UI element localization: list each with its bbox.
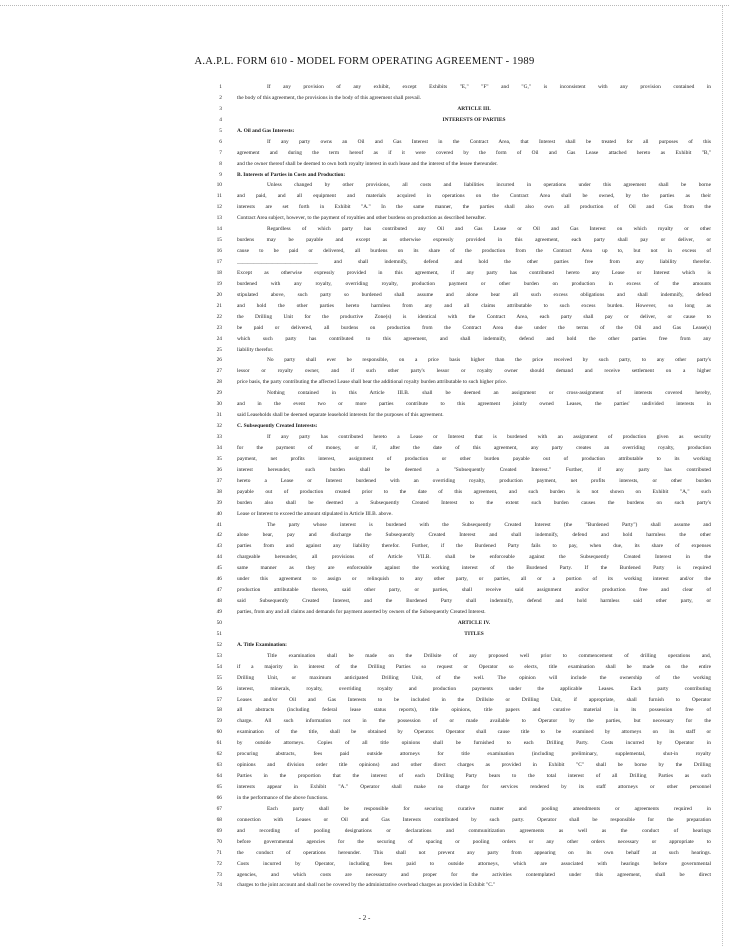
document-line: which such party has contributed to this agreement, and shall indemnify, defend and hold the other parties free from any: [237, 335, 711, 342]
line-number: 47: [216, 587, 222, 594]
line-number: 5: [219, 127, 222, 134]
page-top-border: [0, 5, 729, 6]
document-line: No party shall ever be responsible, on a price basis higher than the price received by such party, to any other party's: [267, 357, 711, 364]
line-number: 43: [216, 543, 222, 550]
document-line: said Subsequently Created Interest, and the Burdened Party shall indemnify, defend and hold harmless said other party, or: [237, 598, 711, 605]
line-number: 31: [216, 412, 222, 419]
document-line: Title examination shall be made on the Drillsite of any proposed well prior to commencement of drilling operations and,: [267, 652, 711, 659]
document-line: interests are set forth in Exhibit "A." In the same manner, the parties shall also own all production of Oil and Gas from the: [237, 204, 711, 211]
line-number: 3: [219, 105, 222, 112]
line-number: 37: [216, 477, 222, 484]
line-number: 25: [216, 346, 222, 353]
line-number: 28: [216, 379, 222, 386]
section-heading: ARTICLE IV.: [457, 619, 491, 626]
line-number: 39: [216, 499, 222, 506]
line-number: 72: [216, 860, 222, 867]
document-line: interest hereunder, such burden shall be deemed a "Subsequently Created Interest." Further, if any party has contributed: [237, 466, 711, 473]
line-number: 63: [216, 762, 222, 769]
line-number: 16: [216, 248, 222, 255]
document-line: If any provision of any exhibit, except Exhibits "E," "F" and "G," is inconsistent with any provision contained in: [267, 84, 711, 90]
line-number: 6: [219, 138, 222, 145]
document-title: A.A.P.L. FORM 610 - MODEL FORM OPERATING AGREEMENT - 1989: [194, 56, 535, 67]
document-line: the Drilling Unit for the productive Zone(s) is identical with the Contract Area, each party shall pay or deliver, or cause to: [237, 313, 711, 320]
document-line: before governmental agencies for the securing of spacing or pooling orders or any other orders necessary or appropriate to: [237, 838, 711, 845]
line-number: 54: [216, 663, 222, 670]
line-number: 44: [216, 554, 222, 561]
line-number: 13: [216, 215, 222, 222]
document-line: liability therefor.: [237, 346, 274, 353]
line-number: 38: [216, 488, 222, 495]
document-line: examination of the title, shall be obtained by Operator. Operator shall cause title to be examined by attorneys on its staff or: [237, 729, 711, 736]
section-heading: ARTICLE III.: [457, 105, 491, 112]
document-line: interest, minerals, royalty, overriding royalty and production payments under the applicable Leases. Each party contributing: [237, 685, 711, 692]
document-line: and hold the other parties hereto harmless from any and all claims attributable to such excess burden. However, so long as: [237, 302, 711, 309]
line-number: 29: [216, 390, 222, 397]
document-line: Except as otherwise expressly provided in this agreement, if any party has contributed hereto any Lease or Interest which is: [237, 269, 711, 276]
document-line: parties from and against any liability therefor. Further, if the Burdened Party fails to pay, when due, its share of expenses: [237, 543, 711, 550]
line-number: 9: [219, 171, 222, 178]
line-number: 32: [216, 423, 222, 430]
line-number: 70: [216, 838, 222, 845]
document-line: price basis, the party contributing the affected Lease shall bear the additional royalty burden attributable to such higher price.: [237, 379, 507, 386]
line-number: 35: [216, 455, 222, 462]
line-number: 56: [216, 685, 222, 692]
document-line: if a majority in interest of the Drilling Parties so request or Operator so elects, title examination shall be made on the entire: [237, 663, 711, 670]
line-number: 64: [216, 773, 222, 780]
document-line: hereto a Lease or Interest burdened with an overriding royalty, production payment, net profits interests, or other burden: [237, 477, 711, 484]
document-line: the body of this agreement, the provisions in the body of this agreement shall prevail.: [237, 94, 422, 101]
line-number: 66: [216, 794, 222, 801]
line-number: 11: [216, 193, 222, 200]
document-line: connection with Leases or Oil and Gas Interests contributed by such party. Operator shall be responsible for the preparation: [237, 816, 711, 823]
page-number: - 2 -: [358, 914, 371, 922]
document-line: burdened with any royalty, overriding royalty, production payment or other burden on production in excess of the amounts: [237, 280, 711, 287]
line-number: 22: [216, 313, 222, 320]
line-number: 7: [219, 149, 222, 156]
line-number: 41: [216, 521, 222, 528]
line-number: 65: [216, 784, 222, 790]
line-number: 50: [216, 619, 222, 626]
document-line: procuring abstracts, fees paid outside attorneys for title examination (including preliminary, supplemental, shut-in royalty: [237, 751, 711, 758]
line-number: 51: [216, 630, 222, 637]
line-number: 73: [216, 871, 222, 878]
document-line: chargeable hereunder, all provisions of Article VII.B. shall be enforceable against the Subsequently Created Interest in the: [237, 554, 711, 561]
document-line: Contract Area subject, however, to the payment of royalties and other burdens on production as described hereafter.: [237, 215, 487, 222]
line-number: 27: [216, 368, 222, 375]
document-line: Costs incurred by Operator, including fees paid to outside attorneys, which are associated with hearings before governmental: [237, 860, 711, 867]
document-line: The party whose interest is burdened with the Subsequently Created Interest (the "Burdened Party") shall assume and: [267, 521, 711, 528]
line-number: 74: [216, 882, 222, 889]
line-number: 69: [216, 827, 222, 834]
document-line: cause to be paid or delivered, all burdens on its share of the production from the Contract Area up to, but not in excess of: [237, 248, 711, 255]
line-number: 20: [216, 291, 222, 298]
line-number: 40: [216, 510, 222, 517]
document-line: Leases and/or Oil and Gas Interests to be included in the Drillsite or Drilling Unit, if appropriate, shall furnish to Operator: [237, 696, 711, 703]
document-line: charge. All such information not in the possession of or made available to Operator by the parties, but necessary for the: [237, 718, 711, 725]
subsection-heading: B. Interests of Parties in Costs and Production:: [237, 171, 346, 178]
document-line: and paid, and all equipment and materials acquired in operations on the Contract Area shall be owned, by the parties as their: [237, 193, 711, 200]
document-line: in the performance of the above functions.: [237, 794, 329, 801]
line-number: 24: [216, 335, 222, 342]
line-number: 19: [216, 280, 222, 287]
line-number: 10: [216, 182, 222, 189]
document-body: [237, 82, 711, 891]
line-number: 30: [216, 401, 222, 408]
line-number: 34: [216, 444, 222, 451]
document-line: If any party has contributed hereto a Lease or Interest that is burdened with an assignment of production given as security: [267, 434, 711, 440]
line-number: 12: [216, 204, 222, 211]
line-number: 46: [216, 576, 222, 583]
line-number: 33: [216, 434, 222, 440]
line-number: 61: [216, 740, 222, 747]
document-line: production attributable thereto, said other party, or parties, shall receive said assignment and/or production free and clear of: [237, 587, 711, 594]
document-line: all abstracts (including federal lease status reports), title opinions, title papers and curative material in its possession free of: [237, 707, 711, 714]
document-line: parties, from any and all claims and demands for payment asserted by owners of the Subsequently Created Interest.: [237, 609, 486, 615]
document-line: Lease or Interest to exceed the amount stipulated in Article III.B. above.: [237, 510, 393, 517]
document-line: for the payment of money, or if, after the date of this agreement, any party creates an overriding royalty, production: [237, 444, 711, 451]
document-line: payment, net profits interest, assignment of production or other burden payable out of production attributable to its working: [237, 455, 711, 462]
line-number: 18: [216, 269, 222, 276]
line-number: 68: [216, 816, 222, 823]
document-line: burden also shall be deemed a Subsequently Created Interest to the extent such burden causes the burdens on such party's: [237, 499, 711, 506]
subsection-heading: A. Oil and Gas Interests:: [237, 127, 295, 134]
document-line: Nothing contained in this Article III.B. shall be deemed an assignment or cross-assignment of interests covered hereby,: [267, 390, 711, 397]
line-number: 49: [216, 609, 222, 615]
document-line: interests appear in Exhibit "A." Operator shall make no charge for services rendered by its staff attorneys or other personnel: [237, 784, 711, 790]
line-number: 53: [216, 652, 222, 659]
line-number: 59: [216, 718, 222, 725]
document-line: charges to the joint account and shall not be covered by the administrative overhead charges as provided in Exhibit "C.": [237, 882, 496, 889]
document-line: agreement and during the term hereof as if it were covered by the form of Oil and Gas Lease attached hereto as Exhibit "B,": [237, 149, 711, 156]
section-heading: TITLES: [464, 630, 484, 637]
page-right-border: [722, 6, 723, 946]
line-number: 15: [216, 237, 222, 244]
document-line: same manner as they are enforceable against the working interest of the Burdened Party. If the Burdened Party is required: [237, 565, 711, 572]
line-number: 67: [216, 805, 222, 812]
line-number: 21: [216, 302, 222, 309]
line-number: 55: [216, 674, 222, 681]
line-number: 4: [219, 116, 222, 123]
document-line: the conduct of operations hereunder. This shall not prevent any party from appearing on its own behalf at such hearings.: [237, 849, 711, 856]
document-line: and the owner thereof shall be deemed to own both royalty interest in such lease and the interest of the lessee thereunder.: [237, 160, 498, 167]
line-number: 26: [216, 357, 222, 364]
line-number: 14: [216, 226, 222, 233]
document-line: If any party owns an Oil and Gas Interest in the Contract Area, that Interest shall be treated for all purposes of this: [267, 138, 711, 145]
document-line: Each party shall be responsible for securing curative matter and pooling amendments or agreements required in: [267, 805, 711, 812]
line-number: 71: [216, 849, 222, 856]
document-line: stipulated above, such party so burdened shall assume and alone bear all such excess obligations and shall indemnify, defend: [237, 291, 711, 298]
document-line: and in the event two or more parties contribute to this agreement jointly owned Leases, the parties' undivided interests in: [237, 401, 711, 408]
document-line: burdens may be payable and except as otherwise expressly provided in this agreement, each party shall pay or deliver, or: [237, 237, 711, 244]
subsection-heading: A. Title Examination:: [237, 641, 287, 648]
document-line: Unless changed by other provisions, all costs and liabilities incurred in operations under this agreement shall be borne: [267, 182, 711, 189]
document-line: and recording of pooling designations or declarations and communitization agreements as well as the conduct of hearings: [237, 827, 711, 834]
line-number: 1: [219, 84, 222, 90]
document-line: be paid or delivered, all burdens on production from the Contract Area due under the terms of the Oil and Gas Lease(s): [237, 324, 711, 331]
document-line: ______________________________ and shall indemnify, defend and hold the other parties free from any liability therefor.: [237, 259, 711, 265]
line-number: 42: [216, 532, 222, 539]
line-number: 62: [216, 751, 222, 758]
document-line: alone bear, pay and discharge the Subsequently Created Interest and shall indemnify, defend and hold harmless the other: [237, 532, 711, 539]
document-line: opinions and division order title opinions) and other direct charges as provided in Exhibit "C" shall be borne by the Drilling: [237, 762, 711, 769]
line-number: 52: [216, 641, 222, 648]
line-number: 58: [216, 707, 222, 714]
section-heading: INTERESTS OF PARTIES: [442, 116, 506, 123]
document-line: said Leaseholds shall be deemed separate leasehold interests for the purposes of this agreement.: [237, 412, 444, 419]
document-line: agencies, and which costs are necessary and proper for the activities contemplated under this agreement, shall be direct: [237, 871, 711, 878]
line-number: 23: [216, 324, 222, 331]
document-line: lessor or royalty owner, and if such other party's lessor or royalty owner should demand and receive settlement on a higher: [237, 368, 711, 375]
document-line: Regardless of which party has contributed any Oil and Gas Lease or Oil and Gas Interest on which royalty or other: [267, 226, 711, 233]
line-number: 45: [216, 565, 222, 572]
line-number: 2: [219, 94, 222, 101]
document-line: under this agreement to assign or relinquish to any other party, or parties, all or a portion of its working interest and/or the: [237, 576, 711, 583]
document-line: payable out of production created prior to the date of this agreement, and such burden is not shown on Exhibit "A," such: [237, 488, 711, 495]
line-number: 48: [216, 598, 222, 605]
document-line: Parties in the proportion that the interest of each Drilling Party bears to the total interest of all Drilling Parties as such: [237, 773, 711, 780]
line-number: 36: [216, 466, 222, 473]
line-number: 17: [216, 259, 222, 265]
line-number-column: [200, 82, 222, 891]
line-number: 57: [216, 696, 222, 703]
line-number: 8: [219, 160, 222, 167]
subsection-heading: C. Subsequently Created Interests:: [237, 423, 318, 430]
document-line: Drilling Unit, or maximum anticipated Drilling Unit, of the well. The opinion will include the ownership of the working: [237, 674, 711, 681]
document-line: by outside attorneys. Copies of all title opinions shall be furnished to each Drilling Party. Costs incurred by Operator in: [237, 740, 711, 747]
line-number: 60: [216, 729, 222, 736]
